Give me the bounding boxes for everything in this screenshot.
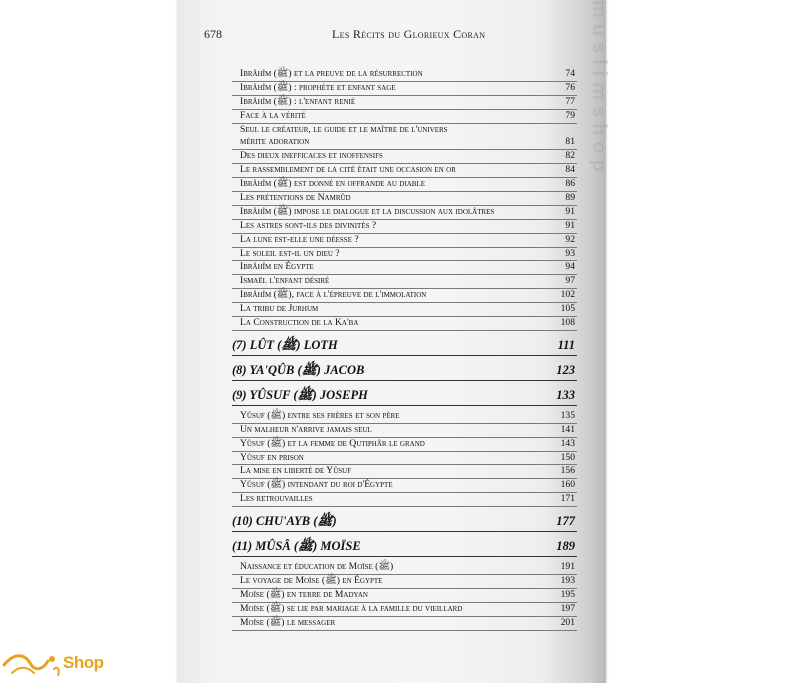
toc-entry: [232, 68, 577, 82]
toc-entry: [232, 248, 577, 262]
toc-entry: [232, 289, 577, 303]
toc-page-number: 135: [560, 409, 575, 421]
toc-page-number: 193: [560, 575, 575, 587]
toc-page-number: 94: [565, 261, 575, 273]
toc-page-number: 86: [565, 178, 575, 190]
toc-page-number: 93: [565, 247, 575, 259]
toc-title: La mise en liberté de Yûsuf: [240, 465, 352, 477]
toc-title: Face à la vérité: [240, 109, 306, 121]
page-number: 678: [204, 27, 222, 41]
toc-entry: [232, 603, 577, 617]
table-of-contents: [232, 68, 577, 631]
toc-page-number: 91: [565, 219, 575, 231]
toc-page-number: 150: [560, 451, 575, 463]
toc-title: Les prétentions de Namrûd: [240, 192, 351, 204]
toc-page-number: 102: [560, 289, 575, 301]
toc-title: mérite adoration: [240, 136, 310, 148]
swirl-icon: [2, 651, 62, 679]
toc-entry: [232, 317, 577, 331]
toc-page-number: 141: [560, 423, 575, 435]
toc-title: Moïse (ﷺ) se lie par mariage à la famille du vieillard: [240, 602, 463, 614]
toc-title: (7) LÛT (ﷺ) LOTH: [232, 337, 338, 352]
toc-chapter: [232, 538, 577, 557]
toc-entry: [232, 465, 577, 479]
toc-entry: [232, 303, 577, 317]
toc-entry: [232, 124, 577, 137]
toc-entry: [232, 206, 577, 220]
toc-entry: [232, 424, 577, 438]
toc-title: Le soleil est-il un dieu ?: [240, 247, 340, 259]
toc-title: Ibrâhîm (ﷺ) est donné en offrande au diable: [240, 178, 425, 190]
toc-page-number: 77: [565, 95, 575, 107]
toc-page-number: 89: [565, 192, 575, 204]
toc-entry: [232, 96, 577, 110]
toc-entry: [232, 261, 577, 275]
toc-page-number: 123: [556, 362, 575, 377]
toc-title: Ibrâhîm en Égypte: [240, 261, 314, 273]
toc-title: Moïse (ﷺ) le messager: [240, 616, 336, 628]
toc-page-number: 133: [556, 387, 575, 402]
toc-page-number: 191: [560, 561, 575, 573]
toc-page-number: 82: [565, 150, 575, 162]
toc-title: Yûsuf en prison: [240, 451, 304, 463]
toc-title: Yûsuf (ﷺ) intendant du roi d'Égypte: [240, 479, 393, 491]
toc-title: La Construction de la Ka'ba: [240, 317, 359, 329]
toc-title: Ibrâhîm (ﷺ) impose le dialogue et la discussion aux idolâtres: [240, 205, 495, 217]
toc-title: Les astres sont-ils des divinités ?: [240, 219, 377, 231]
toc-entry: [232, 275, 577, 289]
toc-entry: [232, 438, 577, 452]
toc-entry: [232, 234, 577, 248]
toc-title: La lune est-elle une déesse ?: [240, 233, 359, 245]
toc-page-number: 79: [565, 109, 575, 121]
toc-entry: [232, 589, 577, 603]
toc-title: (9) YÛSUF (ﷺ) JOSEPH: [232, 387, 368, 402]
book-page: [178, 0, 610, 683]
toc-page-number: 74: [565, 68, 575, 79]
toc-title: (8) YA'QÛB (ﷺ) JACOB: [232, 362, 365, 377]
toc-title: Les retrouvailles: [240, 493, 313, 505]
toc-entry: [232, 617, 577, 631]
book-title: Les Récits du Glorieux Coran: [332, 27, 486, 41]
toc-title: Seul le créateur, le guide et le maître de l'univers: [240, 123, 448, 135]
toc-page-number: 111: [557, 337, 575, 352]
toc-title: Ibrâhîm (ﷺ) : l'enfant renié: [240, 95, 356, 107]
toc-page-number: 81: [565, 136, 575, 148]
toc-page-number: 143: [560, 437, 575, 449]
toc-entry: [232, 452, 577, 466]
toc-title: Ibrâhîm (ﷺ) et la preuve de la résurrection: [240, 68, 423, 79]
toc-entry: [232, 110, 577, 124]
toc-page-number: 97: [565, 275, 575, 287]
toc-page-number: 160: [560, 479, 575, 491]
toc-page-number: 189: [556, 539, 575, 554]
toc-page-number: 84: [565, 164, 575, 176]
toc-entry: [232, 82, 577, 96]
toc-page-number: 92: [565, 233, 575, 245]
toc-page-number: 171: [560, 493, 575, 505]
toc-entry: [232, 150, 577, 164]
toc-title: Ibrâhîm (ﷺ) : prophète et enfant sage: [240, 81, 396, 93]
toc-chapter: [232, 513, 577, 532]
toc-entry: [232, 192, 577, 206]
toc-page-number: 105: [560, 303, 575, 315]
toc-title: Naissance et éducation de Moïse (ﷺ): [240, 561, 394, 573]
toc-entry: [232, 575, 577, 589]
toc-title: Yûsuf (ﷺ) entre ses frères et son père: [240, 409, 400, 421]
toc-title: Le rassemblement de la cité était une occasion en or: [240, 164, 456, 176]
toc-entry: [232, 493, 577, 507]
shop-logo: [0, 647, 130, 683]
toc-page-number: 108: [560, 317, 575, 329]
toc-title: Un malheur n'arrive jamais seul: [240, 423, 372, 435]
logo-text: Shop: [63, 653, 104, 672]
toc-page-number: 195: [560, 588, 575, 600]
toc-title: Yûsuf (ﷺ) et la femme de Qutiphâr le grand: [240, 437, 425, 449]
toc-chapter: [232, 387, 577, 406]
toc-title: Moïse (ﷺ) en terre de Madyan: [240, 588, 368, 600]
toc-page-number: 156: [560, 465, 575, 477]
toc-entry: [232, 164, 577, 178]
toc-entry: [232, 410, 577, 424]
toc-entry: [232, 178, 577, 192]
toc-entry: [232, 220, 577, 234]
toc-page-number: 76: [565, 81, 575, 93]
toc-title: (11) MÛSÂ (ﷺ) MOÏSE: [232, 539, 361, 554]
toc-title: Le voyage de Moïse (ﷺ) en Égypte: [240, 575, 383, 587]
toc-page-number: 201: [560, 616, 575, 628]
toc-page-number: 91: [565, 205, 575, 217]
toc-page-number: 197: [560, 602, 575, 614]
toc-entry: [232, 479, 577, 493]
watermark: muslimshop: [588, 0, 610, 178]
toc-title: (10) CHU'AYB (ﷺ): [232, 514, 337, 529]
page-header: [204, 27, 584, 43]
toc-chapter: [232, 362, 577, 381]
toc-title: Des dieux inefficaces et inoffensifs: [240, 150, 383, 162]
toc-entry: [232, 561, 577, 575]
toc-title: Ibrâhîm (ﷺ), face à l'épreuve de l'immolation: [240, 289, 427, 301]
toc-entry: [232, 136, 577, 150]
toc-page-number: 177: [556, 514, 575, 529]
toc-title: La tribu de Jurhum: [240, 303, 319, 315]
toc-chapter: [232, 337, 577, 356]
toc-title: Ismaël l'enfant désiré: [240, 275, 330, 287]
